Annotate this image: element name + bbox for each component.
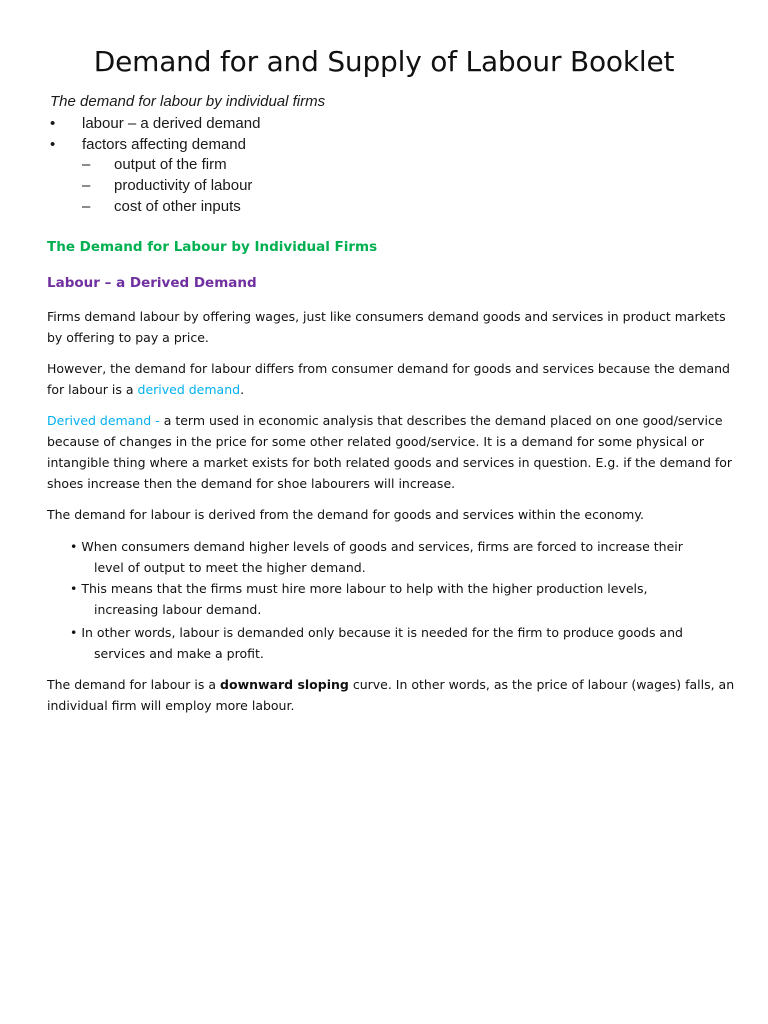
subsection-heading: Labour – a Derived Demand — [47, 275, 257, 291]
section-heading: The Demand for Labour by Individual Firms — [47, 239, 378, 255]
bullet-marker: • — [50, 136, 56, 153]
slide-outline-bullet: labour – a derived demand — [82, 115, 261, 132]
dash-marker: – — [82, 198, 91, 215]
list-item — [70, 536, 730, 578]
definition-term: Derived demand - — [47, 413, 164, 428]
list-item — [70, 578, 730, 620]
slide-outline-heading: The demand for labour by individual firms — [50, 93, 326, 110]
paragraph-text: . — [240, 382, 245, 397]
definition-paragraph — [47, 410, 737, 494]
slide-outline-bullet: factors affecting demand — [82, 136, 246, 153]
list-item-text-continued: increasing labour demand. — [94, 602, 262, 617]
paragraph-text: However, the demand for labour differs from consumer demand for goods and services because the demand for labour is a — [47, 361, 730, 397]
paragraph: The demand for labour is derived from the demand for goods and services within the economy. — [47, 507, 644, 522]
slide-outline-subitem: output of the firm — [114, 156, 227, 173]
slide-outline-image — [48, 90, 388, 218]
document-title: Demand for and Supply of Labour Booklet — [93, 45, 675, 78]
derived-demand-term: derived demand — [137, 382, 241, 397]
bullet-marker: • — [50, 115, 56, 132]
dash-marker: – — [82, 156, 91, 173]
list-item-text-continued: level of output to meet the higher demand. — [94, 560, 366, 575]
paragraph-text: curve. In other words, as the price of labour (wages) falls, an individual firm will employ more labour. — [47, 677, 735, 713]
paragraph — [47, 358, 737, 400]
slide-outline-subitem: cost of other inputs — [114, 198, 241, 215]
paragraph-text: The demand for labour is a — [47, 677, 221, 692]
dash-marker: – — [82, 177, 91, 194]
list-item-text: • This means that the firms must hire more labour to help with the higher production levels, — [70, 581, 648, 596]
list-item-text: • In other words, labour is demanded only because it is needed for the firm to produce goods and — [70, 625, 683, 640]
list-item — [70, 622, 730, 664]
list-item-text-continued: services and make a profit. — [94, 646, 264, 661]
paragraph — [47, 674, 737, 716]
slide-outline-subitem: productivity of labour — [114, 177, 253, 194]
list-item-text: • When consumers demand higher levels of goods and services, firms are forced to increase their — [70, 539, 683, 554]
paragraph: Firms demand labour by offering wages, just like consumers demand goods and services in product markets by offering to pay a price. — [47, 309, 726, 345]
downward-sloping-term: downward sloping — [220, 677, 349, 692]
definition-body: a term used in economic analysis that describes the demand placed on one good/service because of changes in the price for some other related good/service. It is a demand for some physical or intangible thing where a market exists for both related goods and services in question. E.g. if the demand for shoes increase then the demand for shoe labourers will increase. — [47, 413, 733, 491]
